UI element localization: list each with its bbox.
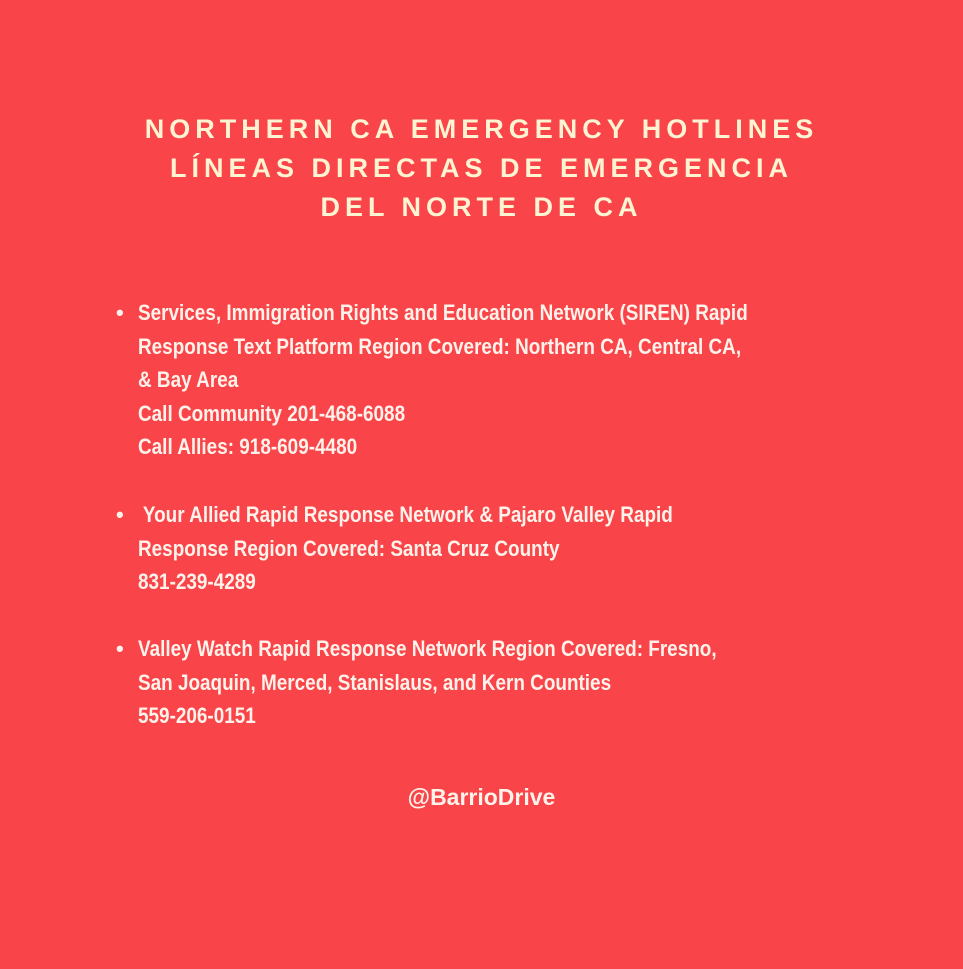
title-line: LÍNEAS DIRECTAS DE EMERGENCIA <box>169 153 794 183</box>
title-line: NORTHERN CA EMERGENCY HOTLINES <box>144 114 819 144</box>
social-handle: @BarrioDrive <box>407 784 556 810</box>
hotline-item-siren <box>116 296 847 464</box>
page-title <box>0 110 963 227</box>
hotline-item-valley-watch <box>116 632 811 733</box>
phone-line: 831-239-4289 <box>138 569 256 594</box>
item-line: & Bay Area <box>138 367 239 392</box>
item-line: Response Region Covered: Santa Cruz County <box>138 535 560 561</box>
title-line: DEL NORTE DE CA <box>320 192 643 222</box>
bullet-icon: • <box>116 502 124 527</box>
phone-line: 559-206-0151 <box>138 703 256 728</box>
bullet-icon: • <box>116 636 124 661</box>
phone-line: Call Allies: 918-609-4480 <box>138 434 358 459</box>
item-line: Your Allied Rapid Response Network & Pajaro Valley Rapid <box>138 502 673 527</box>
phone-line: Call Community 201-468-6088 <box>138 400 406 426</box>
item-line: San Joaquin, Merced, Stanislaus, and Kern Counties <box>138 669 612 695</box>
hotline-item-santa-cruz <box>116 498 760 599</box>
item-line: Services, Immigration Rights and Education Network (SIREN) Rapid <box>138 300 748 325</box>
item-line: Valley Watch Rapid Response Network Region Covered: Fresno, <box>138 636 717 661</box>
item-line: Response Text Platform Region Covered: Northern CA, Central CA, <box>138 333 742 359</box>
bullet-icon: • <box>116 300 124 325</box>
